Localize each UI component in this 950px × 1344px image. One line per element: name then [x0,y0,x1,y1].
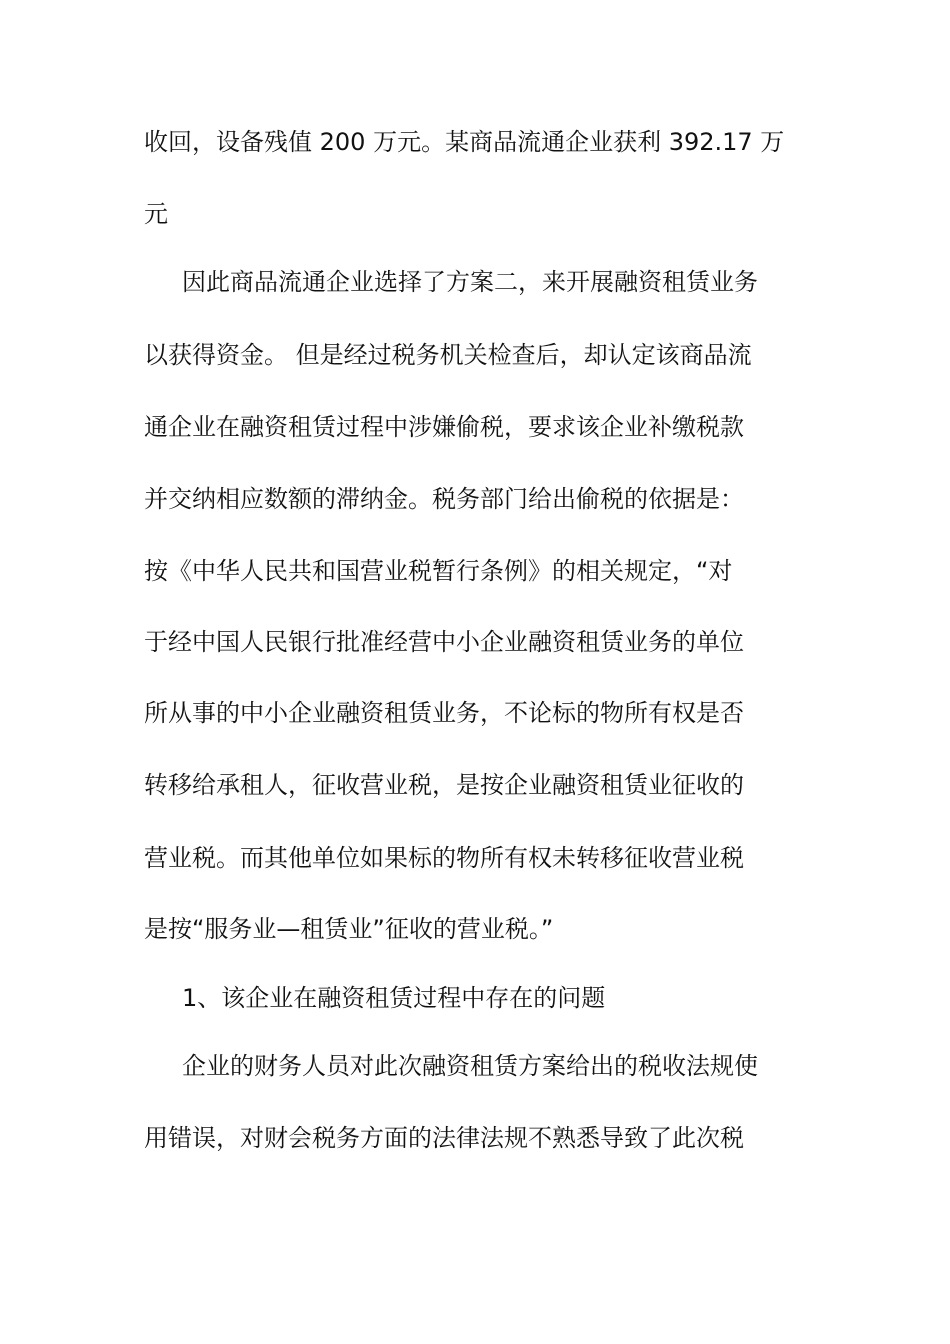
section-heading: 1、该企业在融资租赁过程中存在的问题 [182,984,606,1012]
paragraph-line: 并交纳相应数额的滞纳金。税务部门给出偷税的依据是： [144,485,744,513]
paragraph-line: 元 [144,200,168,228]
paragraph-line: 按《中华人民共和国营业税暂行条例》的相关规定，“对 [144,557,733,585]
paragraph-line: 企业的财务人员对此次融资租赁方案给出的税收法规使 [182,1052,758,1080]
paragraph-line: 于经中国人民银行批准经营中小企业融资租赁业务的单位 [144,628,744,656]
paragraph-line: 用错误，对财会税务方面的法律法规不熟悉导致了此次税 [144,1124,744,1152]
paragraph-line: 因此商品流通企业选择了方案二，来开展融资租赁业务 [182,268,758,296]
paragraph-line: 以获得资金。 但是经过税务机关检查后，却认定该商品流 [144,341,752,369]
paragraph-line: 所从事的中小企业融资租赁业务，不论标的物所有权是否 [144,699,744,727]
paragraph-line: 收回，设备残值 200 万元。某商品流通企业获利 392.17 万 [144,128,785,156]
paragraph-line: 通企业在融资租赁过程中涉嫌偷税，要求该企业补缴税款 [144,413,744,441]
paragraph-line: 营业税。而其他单位如果标的物所有权未转移征收营业税 [144,844,744,872]
paragraph-line: 转移给承租人，征收营业税，是按企业融资租赁业征收的 [144,771,744,799]
paragraph-line: 是按“服务业—租赁业”征收的营业税。” [144,915,554,943]
